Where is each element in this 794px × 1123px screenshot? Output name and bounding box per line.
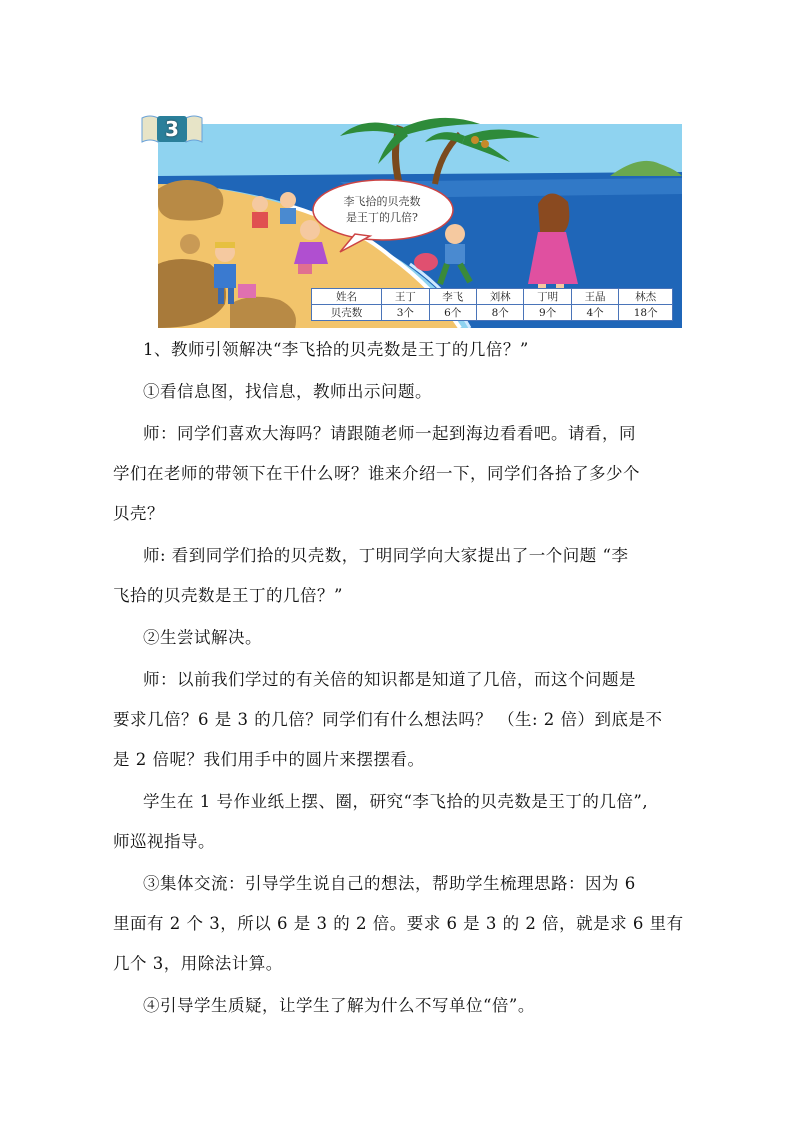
table-cell: 王丁 [382,289,429,305]
table-cell: 8个 [476,305,523,321]
table-cell: 3个 [382,305,429,321]
speech-bubble [318,185,446,235]
paragraph-6-line-1: 师：以前我们学过的有关倍的知识都是知道了几倍，而这个问题是 [143,670,636,689]
section-badge [140,114,204,144]
table-cell: 18个 [619,305,673,321]
table-cell: 林杰 [619,289,673,305]
paragraph-9: ④引导学生质疑，让学生了解为什么不写单位“倍”。 [143,996,535,1015]
table-cell: 4个 [571,305,618,321]
paragraph-4-line-2: 飞拾的贝壳数是王丁的几倍？” [113,586,343,605]
paragraph-4-line-1: 师: 看到同学们拾的贝壳数，丁明同学向大家提出了一个问题 “李 [143,546,629,565]
paragraph-7-line-2: 师巡视指导。 [113,832,215,851]
table-cell: 丁明 [524,289,571,305]
table-cell: 姓名 [312,289,382,305]
shell-count-table [311,288,673,321]
table-cell: 贝壳数 [312,305,382,321]
paragraph-2: ①看信息图，找信息，教师出示问题。 [143,382,432,401]
table-cell: 李飞 [429,289,476,305]
badge-number: 3 [165,117,179,141]
paragraph-3-line-3: 贝壳？ [113,504,164,523]
paragraph-5: ②生尝试解决。 [143,628,262,647]
table-row [312,289,673,305]
paragraph-8-line-1: ③集体交流：引导学生说自己的想法，帮助学生梳理思路：因为 6 [143,874,636,893]
paragraph-7-line-1: 学生在 1 号作业纸上摆、圈，研究“李飞拾的贝壳数是王丁的几倍”, [143,792,649,811]
paragraph-6-line-2: 要求几倍？6 是 3 的几倍？同学们有什么想法吗？ （生: 2 倍）到底是不 [113,710,663,729]
speech-line-2: 是王丁的几倍? [346,211,418,224]
table-cell: 王晶 [571,289,618,305]
table-cell: 9个 [524,305,571,321]
table-cell: 刘林 [476,289,523,305]
paragraph-8-line-2: 里面有 2 个 3，所以 6 是 3 的 2 倍。要求 6 是 3 的 2 倍，就是求 6 里有 [113,914,684,933]
table-cell: 6个 [429,305,476,321]
paragraph-8-line-3: 几个 3，用除法计算。 [113,954,283,973]
paragraph-1: 1、教师引领解决“李飞拾的贝壳数是王丁的几倍？” [143,340,529,359]
speech-line-1: 李飞拾的贝壳数 [343,195,421,208]
paragraph-3-line-1: 师：同学们喜欢大海吗？请跟随老师一起到海边看看吧。请看，同 [143,424,636,443]
paragraph-6-line-3: 是 2 倍呢？我们用手中的圆片来摆摆看。 [113,750,425,769]
paragraph-3-line-2: 学们在老师的带领下在干什么呀？谁来介绍一下，同学们各拾了多少个 [113,464,640,483]
table-row [312,305,673,321]
